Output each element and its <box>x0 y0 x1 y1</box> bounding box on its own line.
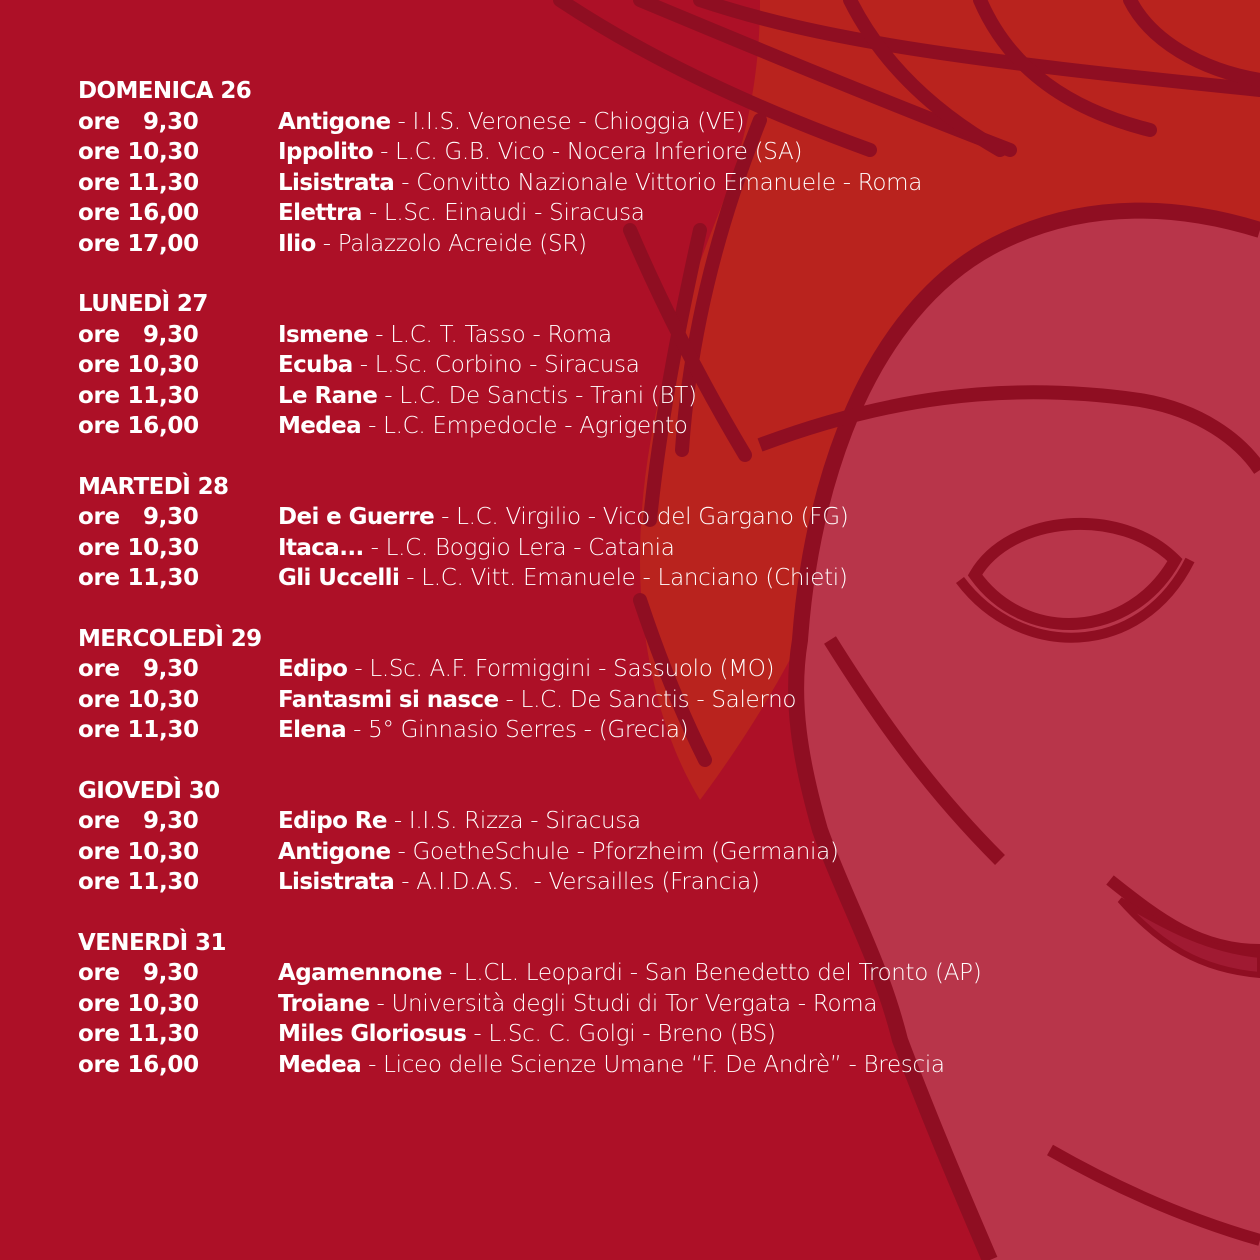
performance-schedule <box>78 76 1198 1110</box>
event-time: ore 11,30 <box>78 869 199 895</box>
day-title: LUNEDÌ 27 <box>78 291 208 317</box>
day-title: VENERDÌ 31 <box>78 929 226 956</box>
event-details: - L.C. T. Tasso - Roma <box>368 321 612 348</box>
event-title: Medea <box>278 413 362 439</box>
event-details: - L.C. G.B. Vico - Nocera Inferiore (SA) <box>373 139 803 165</box>
event-title: Lisistrata <box>278 169 395 196</box>
event-row <box>78 563 1198 594</box>
event-row <box>78 350 1198 381</box>
day-title: GIOVEDÌ 30 <box>78 777 220 804</box>
event-details: - Convitto Nazionale Vittorio Emanuele - Roma <box>394 169 923 196</box>
event-time: ore 9,30 <box>78 808 199 834</box>
event-details: - L.C. Virgilio - Vico del Gargano (FG) <box>434 504 849 530</box>
event-time: ore 11,30 <box>78 1021 199 1047</box>
event-details: - L.CL. Leopardi - San Benedetto del Tronto (AP) <box>441 960 982 986</box>
event-details: - Università degli Studi di Tor Vergata - Roma <box>369 990 878 1017</box>
event-row <box>78 715 1198 746</box>
event-row <box>78 502 1198 533</box>
day-block-mercoledi <box>78 624 1198 746</box>
event-title: Edipo Re <box>278 808 387 834</box>
event-details: - GoetheSchule - Pforzheim (Germania) <box>390 838 839 865</box>
event-time: ore 10,30 <box>78 139 199 165</box>
event-title: Lisistrata <box>278 869 395 895</box>
event-time: ore 9,30 <box>78 321 199 348</box>
event-row <box>78 168 1198 199</box>
event-time: ore 9,30 <box>78 504 199 530</box>
event-row <box>78 654 1198 685</box>
event-row <box>78 1050 1198 1081</box>
event-time: ore 11,30 <box>78 565 199 591</box>
event-title: Elena <box>278 717 347 743</box>
event-title: Medea <box>278 1051 362 1078</box>
event-title: Agamennone <box>278 960 442 986</box>
event-time: ore 10,30 <box>78 534 199 561</box>
event-row <box>78 837 1198 868</box>
event-time: ore 11,30 <box>78 169 199 196</box>
event-row <box>78 685 1198 716</box>
event-row <box>78 320 1198 351</box>
event-row <box>78 107 1198 138</box>
event-details: - Liceo delle Scienze Umane “F. De Andrè” - Brescia <box>361 1051 945 1078</box>
event-title: Fantasmi si nasce <box>278 686 499 713</box>
event-time: ore 11,30 <box>78 717 199 743</box>
event-title: Antigone <box>278 838 391 865</box>
event-details: - L.C. De Sanctis - Trani (BT) <box>377 382 697 409</box>
event-title: Elettra <box>278 200 362 226</box>
event-time: ore 10,30 <box>78 990 199 1017</box>
event-row <box>78 867 1198 898</box>
event-row <box>78 1019 1198 1050</box>
event-title: Dei e Guerre <box>278 504 435 530</box>
event-details: - 5° Ginnasio Serres - (Grecia) <box>346 717 689 743</box>
event-row <box>78 198 1198 229</box>
day-block-domenica <box>78 76 1198 259</box>
day-title: MARTEDÌ 28 <box>78 473 229 500</box>
event-time: ore 9,30 <box>78 108 199 135</box>
event-time: ore 11,30 <box>78 382 199 409</box>
event-title: Gli Uccelli <box>278 565 400 591</box>
event-row <box>78 411 1198 442</box>
event-title: Edipo <box>278 656 348 682</box>
event-details: - L.Sc. Einaudi - Siracusa <box>361 200 645 226</box>
event-title: Ippolito <box>278 139 374 165</box>
event-time: ore 9,30 <box>78 960 199 986</box>
event-details: - I.I.S. Veronese - Chioggia (VE) <box>390 108 745 135</box>
event-row <box>78 806 1198 837</box>
event-details: - L.Sc. Corbino - Siracusa <box>352 352 640 378</box>
event-title: Le Rane <box>278 382 378 409</box>
event-details: - L.C. Vitt. Emanuele - Lanciano (Chieti) <box>399 565 848 591</box>
event-row <box>78 989 1198 1020</box>
event-details: - L.Sc. C. Golgi - Breno (BS) <box>466 1021 776 1047</box>
event-details: - A.I.D.A.S. - Versailles (Francia) <box>394 869 760 895</box>
day-block-martedi <box>78 472 1198 594</box>
event-details: - L.C. De Sanctis - Salerno <box>498 686 797 713</box>
event-row <box>78 958 1198 989</box>
event-row <box>78 533 1198 564</box>
day-title: DOMENICA 26 <box>78 78 252 104</box>
event-title: Antigone <box>278 108 391 135</box>
event-details: - L.C. Empedocle - Agrigento <box>361 413 688 439</box>
event-details: - Palazzolo Acreide (SR) <box>315 230 587 257</box>
event-details: - L.C. Boggio Lera - Catania <box>363 534 675 561</box>
day-block-lunedi <box>78 289 1198 442</box>
event-title: Troiane <box>278 990 370 1017</box>
day-block-giovedi <box>78 776 1198 898</box>
event-time: ore 9,30 <box>78 656 199 682</box>
event-details: - I.I.S. Rizza - Siracusa <box>386 808 641 834</box>
event-time: ore 10,30 <box>78 686 199 713</box>
event-time: ore 16,00 <box>78 413 199 439</box>
day-block-venerdi <box>78 928 1198 1081</box>
event-time: ore 10,30 <box>78 352 199 378</box>
event-details: - L.Sc. A.F. Formiggini - Sassuolo (MO) <box>347 656 775 682</box>
event-title: Ecuba <box>278 352 353 378</box>
event-time: ore 10,30 <box>78 838 199 865</box>
day-title: MERCOLEDÌ 29 <box>78 625 262 652</box>
event-title: Itaca... <box>278 534 364 561</box>
event-time: ore 17,00 <box>78 230 199 257</box>
event-time: ore 16,00 <box>78 200 199 226</box>
event-title: Ismene <box>278 321 369 348</box>
event-title: Ilio <box>278 230 316 257</box>
event-row <box>78 137 1198 168</box>
event-row <box>78 229 1198 260</box>
event-title: Miles Gloriosus <box>278 1021 467 1047</box>
event-row <box>78 381 1198 412</box>
event-time: ore 16,00 <box>78 1051 199 1078</box>
